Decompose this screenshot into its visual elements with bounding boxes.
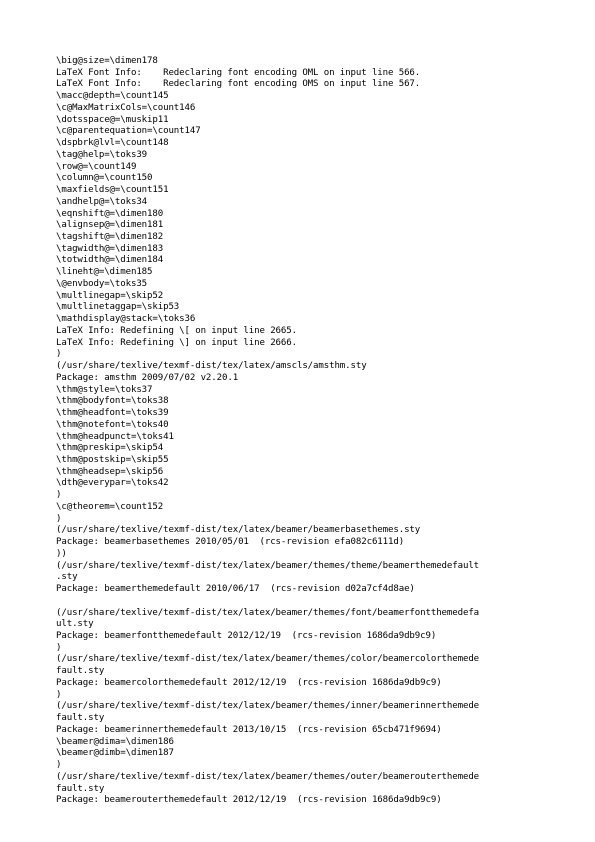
log-line: ) — [56, 513, 62, 524]
log-line: \tagwidth@=\dimen183 — [56, 243, 164, 254]
log-line: \thm@postskip=\skip55 — [56, 454, 169, 465]
log-line: \c@MaxMatrixCols=\count146 — [56, 102, 196, 113]
log-line: \multlinegap=\skip52 — [56, 290, 164, 301]
log-line: \multlinetaggap=\skip53 — [56, 302, 180, 313]
log-line: \big@size=\dimen178 — [56, 56, 158, 66]
log-line: (/usr/share/texlive/texmf-dist/tex/latex/beamer/themes/font/beamerfontthemedefa — [56, 607, 480, 618]
log-line: Package: beamerbasethemes 2010/05/01 (rcs-revision efa082c6111d) — [56, 537, 405, 548]
log-line: \alignsep@=\dimen181 — [56, 220, 164, 231]
log-line: \thm@notefont=\toks40 — [56, 419, 169, 430]
log-line: \thm@style=\toks37 — [56, 384, 153, 395]
log-line: (/usr/share/texlive/texmf-dist/tex/latex/beamer/themes/theme/beamerthemedefault — [56, 560, 480, 571]
log-line: (/usr/share/texlive/texmf-dist/tex/latex/beamer/themes/inner/beamerinnerthemede — [56, 701, 480, 712]
log-line: Package: beamerthemedefault 2010/06/17 (rcs-revision d02a7cf4d8ae) — [56, 584, 415, 595]
log-line: \beamer@dima=\dimen186 — [56, 736, 174, 747]
log-line: ) — [56, 642, 62, 653]
log-line: (/usr/share/texlive/texmf-dist/tex/latex/beamer/themes/outer/beamerouterthemede — [56, 771, 480, 782]
log-line: fault.sty — [56, 666, 105, 677]
log-line: Package: beamerouterthemedefault 2012/12/19 (rcs-revision 1686da9db9c9) — [56, 795, 442, 806]
log-line: )) — [56, 548, 67, 559]
log-line: (/usr/share/texlive/texmf-dist/tex/latex/beamer/themes/color/beamercolorthemede — [56, 654, 480, 665]
log-line: LaTeX Info: Redefining \[ on input line 2665. — [56, 325, 297, 336]
log-line: ) — [56, 760, 62, 771]
log-line: LaTeX Info: Redefining \] on input line 2666. — [56, 337, 297, 348]
log-line: \column@=\count150 — [56, 173, 153, 184]
log-line: \thm@preskip=\skip54 — [56, 443, 164, 454]
log-line: \tag@help=\toks39 — [56, 149, 148, 160]
log-line: \thm@bodyfont=\toks38 — [56, 396, 169, 407]
log-line: \andhelp@=\toks34 — [56, 196, 148, 207]
log-line: Package: amsthm 2009/07/02 v2.20.1 — [56, 372, 239, 383]
latex-log-text — [56, 56, 536, 807]
log-line: fault.sty — [56, 713, 105, 724]
log-line: \eqnshift@=\dimen180 — [56, 208, 164, 219]
log-line: \c@parentequation=\count147 — [56, 126, 201, 137]
log-line: Package: beamerfontthemedefault 2012/12/19 (rcs-revision 1686da9db9c9) — [56, 630, 437, 641]
log-line: (/usr/share/texlive/texmf-dist/tex/latex/beamer/beamerbasethemes.sty — [56, 525, 421, 536]
log-line: (/usr/share/texlive/texmf-dist/tex/latex/amscls/amsthm.sty — [56, 361, 367, 372]
log-line: \dspbrk@lvl=\count148 — [56, 138, 169, 149]
log-line: \@envbody=\toks35 — [56, 278, 148, 289]
log-line: \lineht@=\dimen185 — [56, 267, 153, 278]
log-line: \tagshift@=\dimen182 — [56, 232, 164, 243]
log-line: \dth@everypar=\toks42 — [56, 478, 169, 489]
log-line: \thm@headpunct=\toks41 — [56, 431, 174, 442]
log-line: \beamer@dimb=\dimen187 — [56, 748, 174, 759]
log-line: \c@theorem=\count152 — [56, 501, 164, 512]
log-line: \macc@depth=\count145 — [56, 91, 169, 102]
log-line: Package: beamercolorthemedefault 2012/12/19 (rcs-revision 1686da9db9c9) — [56, 677, 442, 688]
log-line: LaTeX Font Info: Redeclaring font encoding OMS on input line 567. — [56, 79, 421, 90]
log-line: ) — [56, 490, 62, 501]
log-line: Package: beamerinnerthemedefault 2013/10/15 (rcs-revision 65cb471f9694) — [56, 724, 442, 735]
log-line: \row@=\count149 — [56, 161, 137, 172]
log-line: \thm@headsep=\skip56 — [56, 466, 164, 477]
log-line: ) — [56, 689, 62, 700]
log-line: \totwidth@=\dimen184 — [56, 255, 164, 266]
log-line: \dotsspace@=\muskip11 — [56, 114, 169, 125]
log-line — [56, 596, 536, 608]
log-line: \mathdisplay@stack=\toks36 — [56, 314, 196, 325]
log-line: \maxfields@=\count151 — [56, 185, 169, 196]
log-line: ) — [56, 349, 62, 360]
log-line: .sty — [56, 572, 78, 583]
log-line: \thm@headfont=\toks39 — [56, 408, 169, 419]
log-line: fault.sty — [56, 783, 105, 794]
log-line: LaTeX Font Info: Redeclaring font encoding OML on input line 566. — [56, 67, 421, 78]
log-line: ult.sty — [56, 619, 94, 630]
